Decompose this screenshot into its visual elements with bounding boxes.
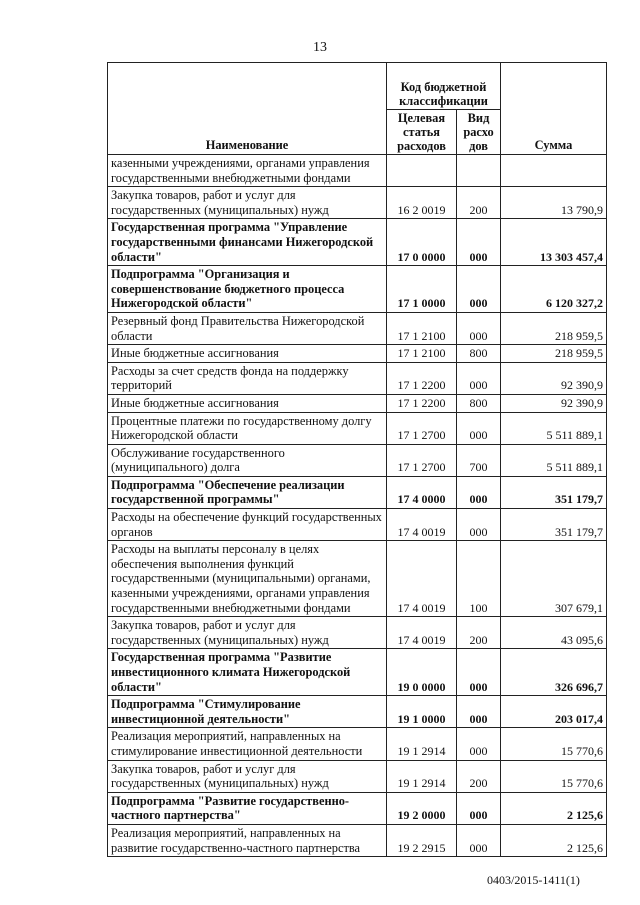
row-name: Расходы на выплаты персоналу в целях обеспечения выполнения функций государственными (муниципальными) органами, казенными учреждениями, органами управления государственными внебюджетными фондами: [108, 541, 387, 617]
row-target: 16 2 0019: [387, 187, 457, 219]
table-row: [108, 728, 607, 760]
row-sum: 351 179,7: [501, 476, 607, 508]
row-name: Реализация мероприятий, направленных на развитие государственно-частного партнерства: [108, 824, 387, 856]
table-row: [108, 266, 607, 313]
row-type: 000: [457, 476, 501, 508]
row-type: 200: [457, 760, 501, 792]
row-name: Резервный фонд Правительства Нижегородской области: [108, 312, 387, 344]
row-target: 17 1 0000: [387, 266, 457, 313]
row-name: Обслуживание государственного (муниципального) долга: [108, 444, 387, 476]
table-row: [108, 824, 607, 856]
row-sum: [501, 155, 607, 187]
table-row: [108, 509, 607, 541]
row-name: Государственная программа "Управление государственными финансами Нижегородской области": [108, 219, 387, 266]
row-target: 17 4 0000: [387, 476, 457, 508]
table-row: [108, 760, 607, 792]
row-type: 000: [457, 824, 501, 856]
row-name: Государственная программа "Развитие инвестиционного климата Нижегородской области": [108, 649, 387, 696]
row-sum: 92 390,9: [501, 362, 607, 394]
row-name: Расходы за счет средств фонда на поддержку территорий: [108, 362, 387, 394]
row-target: 17 1 2200: [387, 362, 457, 394]
table-row: [108, 541, 607, 617]
row-sum: 13 790,9: [501, 187, 607, 219]
row-name: Подпрограмма "Обеспечение реализации государственной программы": [108, 476, 387, 508]
page-number: 13: [313, 40, 327, 55]
row-sum: 15 770,6: [501, 760, 607, 792]
row-type: 000: [457, 792, 501, 824]
row-target: 17 4 0019: [387, 541, 457, 617]
table-row: [108, 444, 607, 476]
row-type: 800: [457, 394, 501, 412]
table-row: [108, 617, 607, 649]
row-type: 000: [457, 728, 501, 760]
header-type: Вид расхо дов: [457, 110, 501, 155]
row-sum: 2 125,6: [501, 792, 607, 824]
header-name: Наименование: [108, 63, 387, 155]
row-type: 000: [457, 362, 501, 394]
row-sum: 2 125,6: [501, 824, 607, 856]
row-type: 200: [457, 187, 501, 219]
row-target: 19 2 2915: [387, 824, 457, 856]
row-target: 19 0 0000: [387, 649, 457, 696]
row-sum: 218 959,5: [501, 312, 607, 344]
table-body: [108, 155, 607, 857]
row-sum: 218 959,5: [501, 345, 607, 363]
row-type: 000: [457, 219, 501, 266]
row-target: [387, 155, 457, 187]
row-type: 000: [457, 412, 501, 444]
row-type: 700: [457, 444, 501, 476]
row-type: 000: [457, 649, 501, 696]
row-target: 17 1 2100: [387, 345, 457, 363]
row-type: 000: [457, 266, 501, 313]
row-target: 19 1 0000: [387, 696, 457, 728]
row-target: 17 1 2700: [387, 412, 457, 444]
row-type: 000: [457, 312, 501, 344]
header-code: Код бюджетной классификации: [387, 63, 501, 110]
row-type: 100: [457, 541, 501, 617]
row-target: 19 2 0000: [387, 792, 457, 824]
row-target: 17 4 0019: [387, 617, 457, 649]
row-name: Расходы на обеспечение функций государственных органов: [108, 509, 387, 541]
document-code: 0403/2015-1411(1): [487, 873, 580, 887]
table-row: [108, 219, 607, 266]
row-name: Иные бюджетные ассигнования: [108, 394, 387, 412]
row-sum: 13 303 457,4: [501, 219, 607, 266]
row-type: 000: [457, 696, 501, 728]
row-target: 17 4 0019: [387, 509, 457, 541]
row-sum: 5 511 889,1: [501, 444, 607, 476]
row-sum: 92 390,9: [501, 394, 607, 412]
table-row: [108, 792, 607, 824]
row-type: 800: [457, 345, 501, 363]
row-sum: 307 679,1: [501, 541, 607, 617]
row-target: 17 1 2700: [387, 444, 457, 476]
table-row: [108, 187, 607, 219]
table-row: [108, 394, 607, 412]
row-sum: 6 120 327,2: [501, 266, 607, 313]
row-sum: 15 770,6: [501, 728, 607, 760]
row-sum: 43 095,6: [501, 617, 607, 649]
row-name: Подпрограмма "Организация и совершенствование бюджетного процесса Нижегородской области": [108, 266, 387, 313]
row-target: 19 1 2914: [387, 760, 457, 792]
table-row: [108, 649, 607, 696]
row-target: 17 0 0000: [387, 219, 457, 266]
row-sum: 351 179,7: [501, 509, 607, 541]
row-name: Закупка товаров, работ и услуг для государственных (муниципальных) нужд: [108, 187, 387, 219]
budget-table: [107, 62, 607, 857]
header-target: Целевая статья расходов: [387, 110, 457, 155]
table-row: [108, 155, 607, 187]
row-name: Закупка товаров, работ и услуг для государственных (муниципальных) нужд: [108, 617, 387, 649]
table-row: [108, 312, 607, 344]
row-name: Подпрограмма "Стимулирование инвестиционной деятельности": [108, 696, 387, 728]
row-target: 19 1 2914: [387, 728, 457, 760]
table-row: [108, 362, 607, 394]
row-type: 000: [457, 509, 501, 541]
row-sum: 5 511 889,1: [501, 412, 607, 444]
row-type: [457, 155, 501, 187]
row-name: Подпрограмма "Развитие государственно-частного партнерства": [108, 792, 387, 824]
table-row: [108, 476, 607, 508]
table-row: [108, 412, 607, 444]
table-row: [108, 345, 607, 363]
row-target: 17 1 2100: [387, 312, 457, 344]
row-name: Иные бюджетные ассигнования: [108, 345, 387, 363]
header-sum: Сумма: [501, 63, 607, 155]
row-sum: 326 696,7: [501, 649, 607, 696]
row-sum: 203 017,4: [501, 696, 607, 728]
row-name: казенными учреждениями, органами управления государственными внебюджетными фондами: [108, 155, 387, 187]
row-type: 200: [457, 617, 501, 649]
row-name: Процентные платежи по государственному долгу Нижегородской области: [108, 412, 387, 444]
row-target: 17 1 2200: [387, 394, 457, 412]
row-name: Закупка товаров, работ и услуг для государственных (муниципальных) нужд: [108, 760, 387, 792]
table-row: [108, 696, 607, 728]
row-name: Реализация мероприятий, направленных на стимулирование инвестиционной деятельности: [108, 728, 387, 760]
